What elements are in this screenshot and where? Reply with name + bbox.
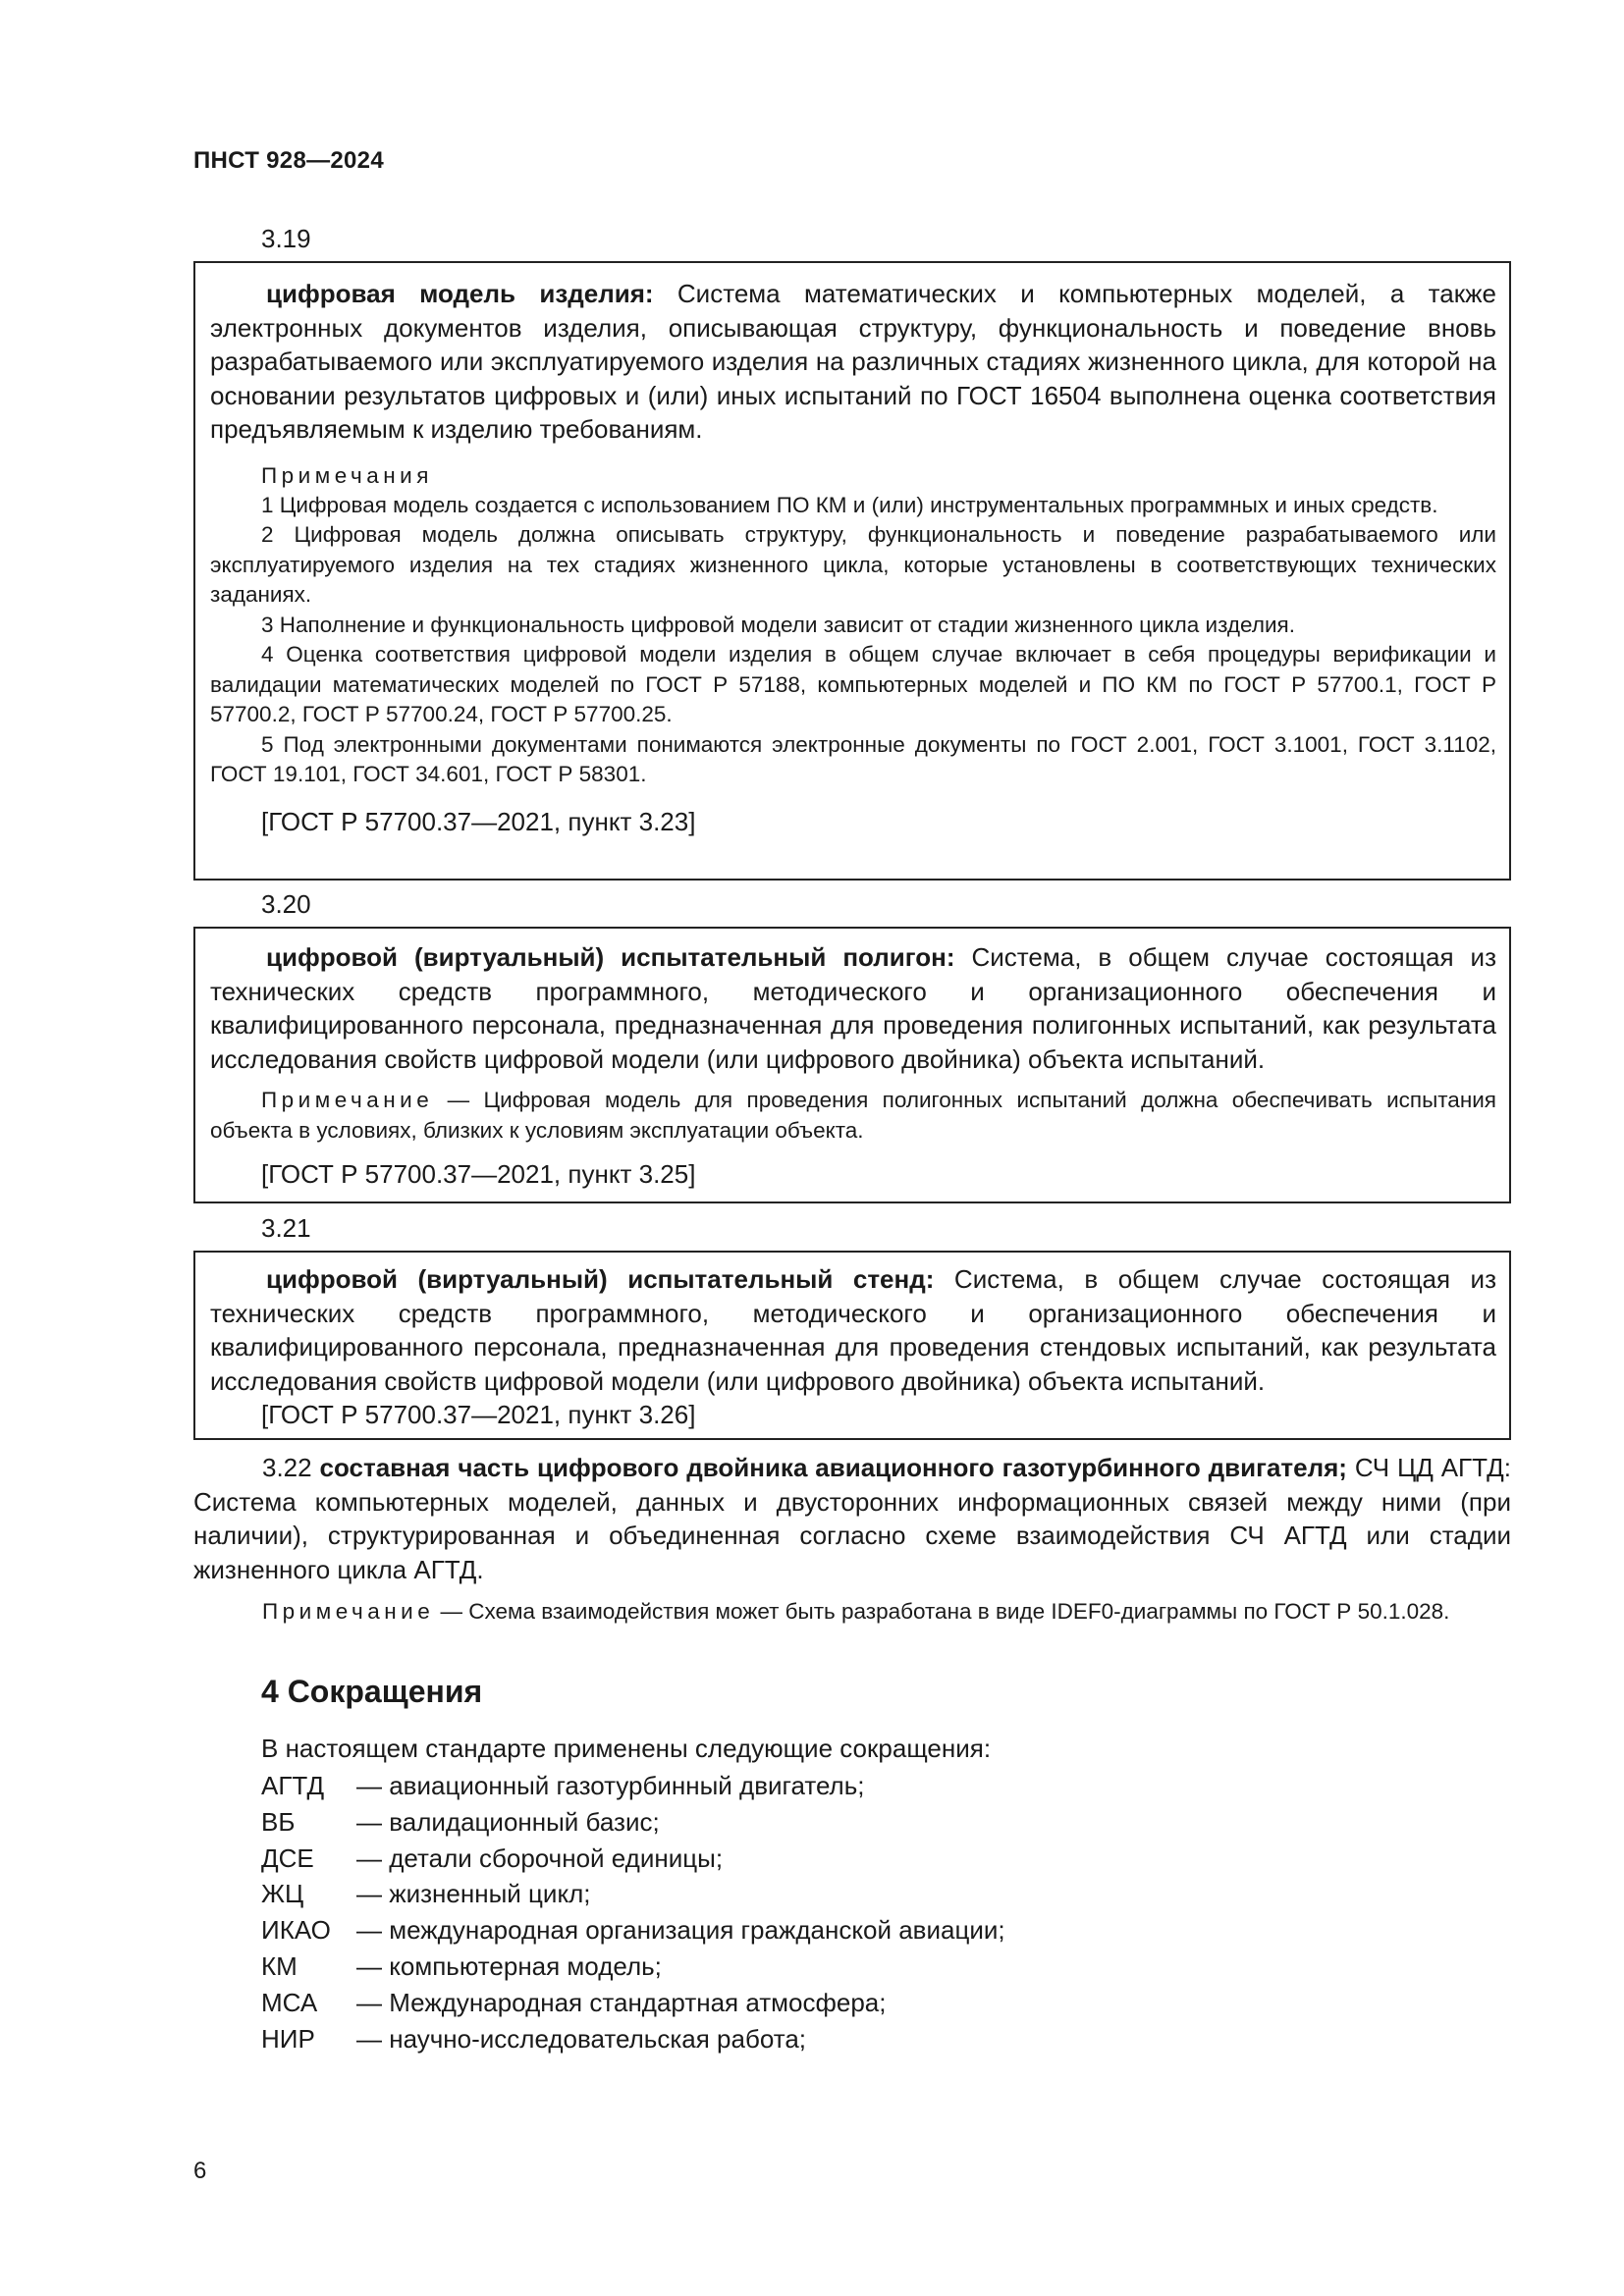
note-text: — Цифровая модель для проведения полигонных испытаний должна обеспечивать испытания объекта в условиях, близких к условиям эксплуатации объекта. <box>210 1088 1496 1143</box>
abbreviation-item <box>261 1876 1005 1912</box>
abbreviation-item <box>261 1804 1005 1841</box>
abbreviation-term: ДСЕ <box>261 1842 314 1873</box>
abbreviation-desc: — компьютерная модель; <box>356 1950 662 1981</box>
section-title: 4 Сокращения <box>261 1674 483 1709</box>
term-text: Система, в общем случае состоящая из технических средств программного, методического и организационного обеспечения и квалифицированного персонала, предназначенная для проведения полигонных испытаний, как результата исследования свойств цифровой модели (или цифрового двойника) объекта испытаний. <box>210 942 1496 1074</box>
note-2: 2 Цифровая модель должна описывать структуру, функциональность и поведение разрабатываемого или эксплуатируемого изделия на тех стадиях жизненного цикла, которые установлены в соответствующих технических заданиях. <box>210 522 1496 607</box>
note-5: 5 Под электронными документами понимаются электронные документы по ГОСТ 2.001, ГОСТ 3.1001, ГОСТ 3.1102, ГОСТ 19.101, ГОСТ 34.601, ГОСТ Р 58301. <box>210 731 1496 786</box>
term-title: цифровой (виртуальный) испытательный стенд: <box>266 1264 935 1294</box>
page-number: 6 <box>193 2158 207 2184</box>
abbreviation-list <box>261 1768 1005 2056</box>
note-label: Примечание <box>262 1599 435 1624</box>
section-intro: В настоящем стандарте применены следующие сокращения: <box>261 1734 992 1763</box>
abbreviation-desc: — валидационный базис; <box>356 1806 660 1837</box>
term-title: цифровой (виртуальный) испытательный полигон: <box>266 942 955 972</box>
note-label: Примечание <box>261 1088 434 1112</box>
term-source: [ГОСТ Р 57700.37—2021, пункт 3.23] <box>261 806 696 836</box>
abbreviation-item <box>261 1768 1005 1804</box>
term-number-3-20: 3.20 <box>261 889 311 919</box>
abbreviation-item <box>261 1985 1005 2021</box>
note-text: — Схема взаимодействия может быть разработана в виде IDEF0-диаграммы по ГОСТ Р 50.1.028. <box>434 1599 1450 1624</box>
term-source: [ГОСТ Р 57700.37—2021, пункт 3.26] <box>261 1400 696 1429</box>
term-note <box>210 1086 1496 1146</box>
term-number-3-21: 3.21 <box>261 1213 311 1243</box>
note-4: 4 Оценка соответствия цифровой модели изделия в общем случае включает в себя процедуры верификации и валидации математических моделей по ГОСТ Р 57188, компьютерных моделей и ПО КМ по ГОСТ Р 57700.1, ГОСТ Р 57700.2, ГОСТ Р 57700.24, ГОСТ Р 57700.25. <box>210 642 1496 726</box>
term-text: СЧ ЦД АГТД: Система компьютерных моделей, данных и двусторонних информационных связей между ними (при наличии), структурированная и объединенная согласно схеме взаимодействия СЧ АГТД или стадии жизненного цикла АГТД. <box>193 1453 1511 1584</box>
document-header: ПНСТ 928—2024 <box>193 147 384 174</box>
term-definition <box>210 940 1496 1076</box>
note-1: 1 Цифровая модель создается с использованием ПО КМ и (или) инструментальных программных и иных средств. <box>261 492 1438 517</box>
abbreviation-term: КМ <box>261 1950 298 1981</box>
abbreviation-item <box>261 1841 1005 1877</box>
term-box-3-20 <box>193 927 1511 1203</box>
term-definition <box>210 277 1496 447</box>
abbreviation-desc: — международная организация гражданской авиации; <box>356 1915 1005 1946</box>
abbreviation-term: АГТД <box>261 1771 325 1800</box>
abbreviation-desc: — авиационный газотурбинный двигатель; <box>356 1771 865 1800</box>
term-number: 3.22 <box>262 1453 312 1482</box>
note-3: 3 Наполнение и функциональность цифровой модели зависит от стадии жизненного цикла изделия. <box>261 612 1295 637</box>
abbreviation-term: МСА <box>261 1987 318 2017</box>
abbreviation-term: ЖЦ <box>261 1879 304 1909</box>
term-number-3-19: 3.19 <box>261 224 311 253</box>
abbreviation-desc: — жизненный цикл; <box>356 1879 591 1909</box>
term-text: Система математических и компьютерных моделей, а также электронных документов изделия, описывающая структуру, функциональность и поведение вновь разрабатываемого или эксплуатируемого изделия на различных стадиях жизненного цикла, для которой на основании результатов цифровых и (или) иных испытаний по ГОСТ 16504 выполнена оценка соответствия предъявляемым к изделию требованиям. <box>210 279 1496 444</box>
abbreviation-term: ИКАО <box>261 1915 331 1946</box>
term-source: [ГОСТ Р 57700.37—2021, пункт 3.25] <box>261 1159 696 1189</box>
term-box-3-19 <box>193 261 1511 881</box>
abbreviation-term: ВБ <box>261 1806 296 1837</box>
term-title: составная часть цифрового двойника авиационного газотурбинного двигателя; <box>319 1453 1347 1482</box>
term-text: Система, в общем случае состоящая из технических средств программного, методического и организационного обеспечения и квалифицированного персонала, предназначенная для проведения стендовых испытаний, как результата исследования свойств цифровой модели (или цифрового двойника) объекта испытаний. <box>210 1264 1496 1396</box>
notes-title: Примечания <box>261 462 433 488</box>
abbreviation-item <box>261 1912 1005 1949</box>
term-title: цифровая модель изделия: <box>266 279 654 308</box>
term-box-3-21 <box>193 1251 1511 1440</box>
abbreviation-desc: — детали сборочной единицы; <box>356 1842 724 1873</box>
abbreviation-term: НИР <box>261 2023 315 2054</box>
abbreviation-item <box>261 2021 1005 2057</box>
abbreviation-desc: — Международная стандартная атмосфера; <box>356 1987 887 2017</box>
abbreviation-item <box>261 1949 1005 1985</box>
term-3-22-note <box>193 1597 1511 1628</box>
term-3-22 <box>193 1451 1511 1586</box>
abbreviation-desc: — научно-исследовательская работа; <box>356 2023 807 2054</box>
term-definition <box>210 1262 1496 1398</box>
